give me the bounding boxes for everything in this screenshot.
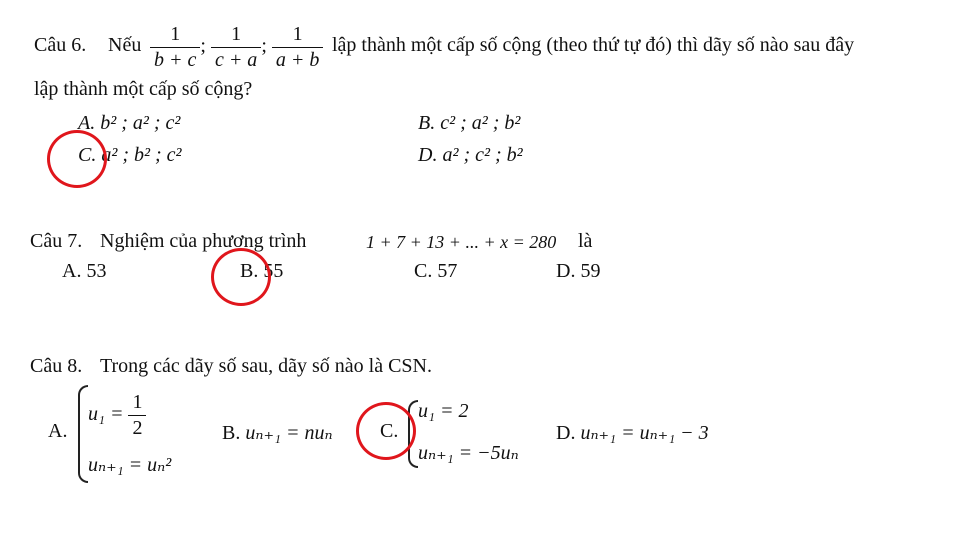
q7-answer-circle: [211, 248, 271, 306]
q7-option-c: [414, 260, 457, 283]
q8-option-a-line1: [88, 392, 146, 439]
q8-option-a-line2: uₙ₊₁ = uₙ²: [88, 454, 172, 476]
q6-label: Câu 6.: [34, 34, 87, 56]
option-label: A.: [78, 112, 96, 134]
q8-text: Trong các dãy số sau, dãy số nào là CSN.: [100, 355, 433, 377]
q8-option-d: [556, 420, 709, 445]
q8-option-c-label: C.: [380, 420, 399, 442]
option-value: 59: [580, 260, 601, 282]
option-expr: a² ; c² ; b²: [442, 144, 523, 166]
q8-option-c-line1: u₁ = 2: [418, 400, 469, 422]
q6-text-rest: lập thành một cấp số cộng (theo thứ tự đó) thì dãy số nào sau đây: [332, 34, 855, 56]
q8-option-a-fraction: $\frac{1}{2}$: [128, 392, 146, 439]
q6-fraction-2: $\frac{1}{c + a}$: [211, 24, 261, 71]
q6-fraction-1: $\frac{1}{b + c}$: [150, 24, 200, 71]
q7-text: Nghiệm của phương trình: [100, 230, 307, 252]
q8-option-a-lhs: u₁ =: [88, 403, 124, 426]
q6-text-line2: lập thành một cấp số cộng?: [34, 78, 253, 100]
q6-option-b: [418, 112, 520, 135]
option-label: C.: [414, 260, 433, 282]
q8-answer-circle: [356, 402, 416, 460]
option-label: B.: [222, 422, 241, 444]
q6-option-d: [418, 144, 523, 167]
option-value: 55: [263, 260, 284, 282]
option-label: D.: [556, 422, 576, 444]
option-label: D.: [556, 260, 576, 282]
q8-option-a-brace: [78, 385, 88, 483]
option-expr: a² ; b² ; c²: [101, 144, 182, 166]
q7-suffix: là: [578, 230, 593, 252]
option-label: A.: [62, 260, 82, 282]
option-value: 57: [437, 260, 458, 282]
q7-equation: 1 + 7 + 13 + ... + x = 280: [366, 232, 557, 252]
q6-fractions: [150, 24, 323, 71]
q8-option-b: [222, 420, 333, 445]
q6-answer-circle: [47, 130, 107, 188]
option-expr: c² ; a² ; b²: [440, 112, 521, 134]
option-label: B.: [240, 260, 259, 282]
q6-separator-1: ;: [200, 35, 206, 58]
option-label: C.: [78, 144, 97, 166]
q8-option-c-line2: uₙ₊₁ = −5uₙ: [418, 442, 519, 464]
q8-option-a-label: A.: [48, 420, 68, 442]
q6-fraction-3: $\frac{1}{a + b}$: [272, 24, 324, 71]
q8-label: Câu 8.: [30, 355, 83, 377]
q6-option-a: [78, 112, 180, 135]
q7-option-a: [62, 260, 106, 283]
option-expr: b² ; a² ; c²: [100, 112, 181, 134]
q7-option-d: [556, 260, 600, 283]
option-expr: uₙ₊₁ = uₙ₊₁ − 3: [580, 422, 709, 444]
option-expr: uₙ₊₁ = nuₙ: [245, 422, 333, 444]
q6-if-word: Nếu: [108, 34, 142, 56]
option-value: 53: [86, 260, 107, 282]
option-label: B.: [418, 112, 436, 134]
q6-separator-2: ;: [261, 35, 267, 58]
option-label: D.: [418, 144, 438, 166]
q7-label: Câu 7.: [30, 230, 83, 252]
